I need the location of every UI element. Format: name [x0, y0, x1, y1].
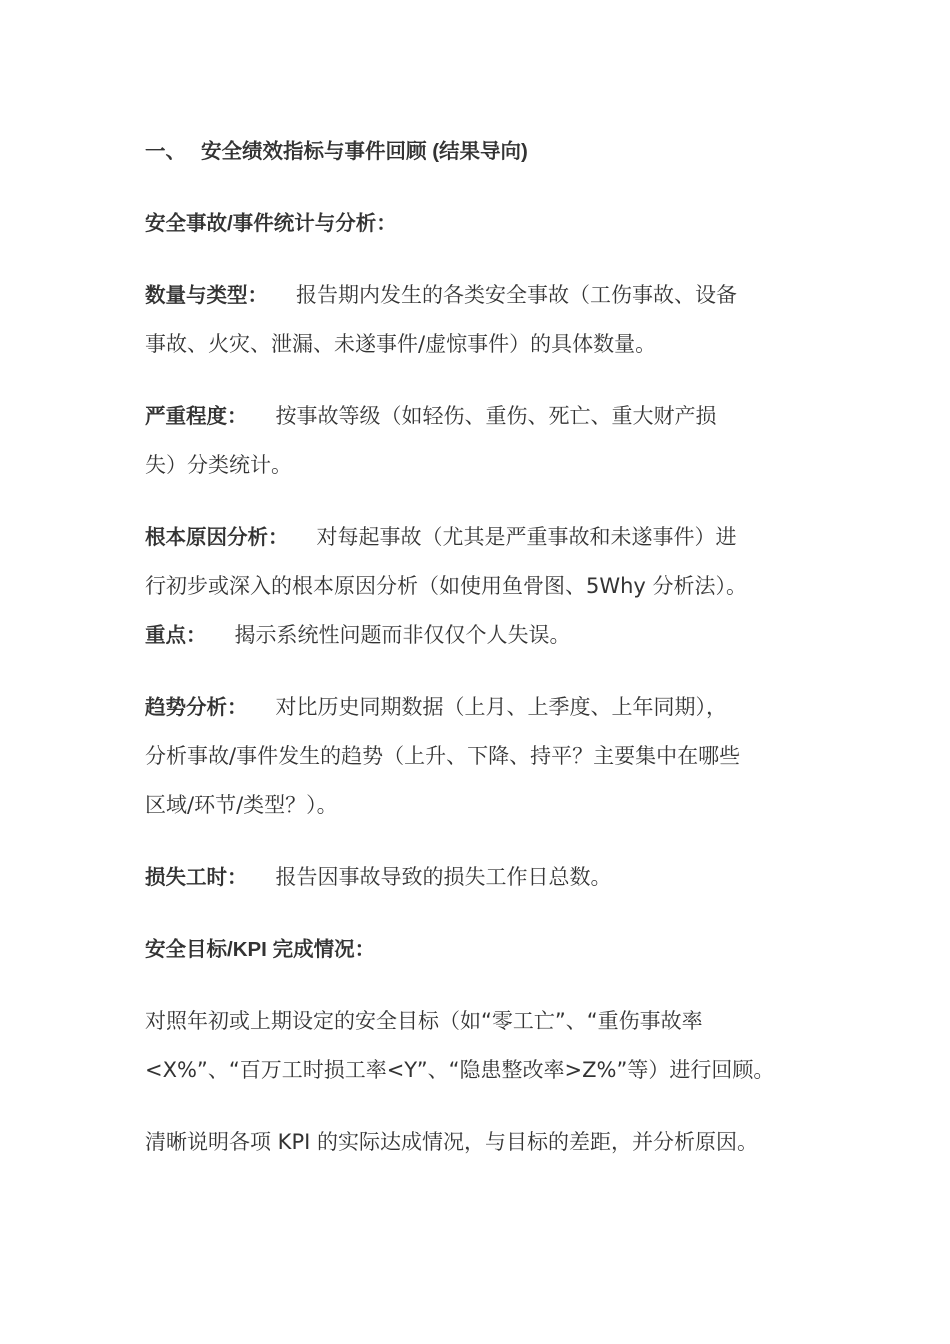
- item-label: 趋势分析：: [145, 696, 248, 719]
- item-trend: [145, 683, 825, 830]
- kpi-summary: 清晰说明各项 KPI 的实际达成情况，与目标的差距，并分析原因。: [145, 1130, 758, 1154]
- paragraph-line: 对照年初或上期设定的安全目标（如“零工亡”、“重伤事故率: [145, 1009, 703, 1033]
- item-text: 事故、火灾、泄漏、未遂事件/虚惊事件）的具体数量。: [145, 332, 657, 356]
- document-page: [145, 127, 825, 1167]
- item-text: 报告期内发生的各类安全事故（工伤事故、设备: [296, 283, 737, 307]
- item-label: 重点：: [145, 624, 207, 647]
- subheading-accident-stats: 安全事故/事件统计与分析：: [145, 212, 397, 235]
- item-lost-hours: [145, 853, 825, 902]
- section-number: 一、: [145, 140, 186, 163]
- section-heading: [145, 127, 825, 176]
- item-label: 根本原因分析：: [145, 526, 289, 549]
- kpi-paragraph: [145, 997, 825, 1095]
- item-text: 区域/环节/类型？）。: [145, 793, 338, 817]
- item-text: 报告因事故导致的损失工作日总数。: [275, 865, 612, 889]
- subheading-kpi: 安全目标/KPI 完成情况：: [145, 938, 376, 961]
- item-text: 分析事故/事件发生的趋势（上升、下降、持平？主要集中在哪些: [145, 744, 741, 768]
- item-text: 对比历史同期数据（上月、上季度、上年同期），: [275, 695, 727, 719]
- item-root-cause: [145, 513, 825, 660]
- item-label: 损失工时：: [145, 866, 248, 889]
- item-text: 揭示系统性问题而非仅仅个人失误。: [234, 623, 571, 647]
- item-quantity: [145, 271, 825, 369]
- item-text: 行初步或深入的根本原因分析（如使用鱼骨图、5Why 分析法）。: [145, 574, 748, 598]
- item-severity: [145, 392, 825, 490]
- item-label: 数量与类型：: [145, 284, 268, 307]
- item-label: 严重程度：: [145, 405, 248, 428]
- item-text: 失）分类统计。: [145, 453, 292, 477]
- section-title: 安全绩效指标与事件回顾 (结果导向): [201, 140, 528, 163]
- item-text: 对每起事故（尤其是严重事故和未遂事件）进: [316, 525, 737, 549]
- item-text: 按事故等级（如轻伤、重伤、死亡、重大财产损: [275, 404, 717, 428]
- paragraph-line: <X%”、“百万工时损工率<Y”、“隐患整改率>Z%”等）进行回顾。: [145, 1058, 775, 1082]
